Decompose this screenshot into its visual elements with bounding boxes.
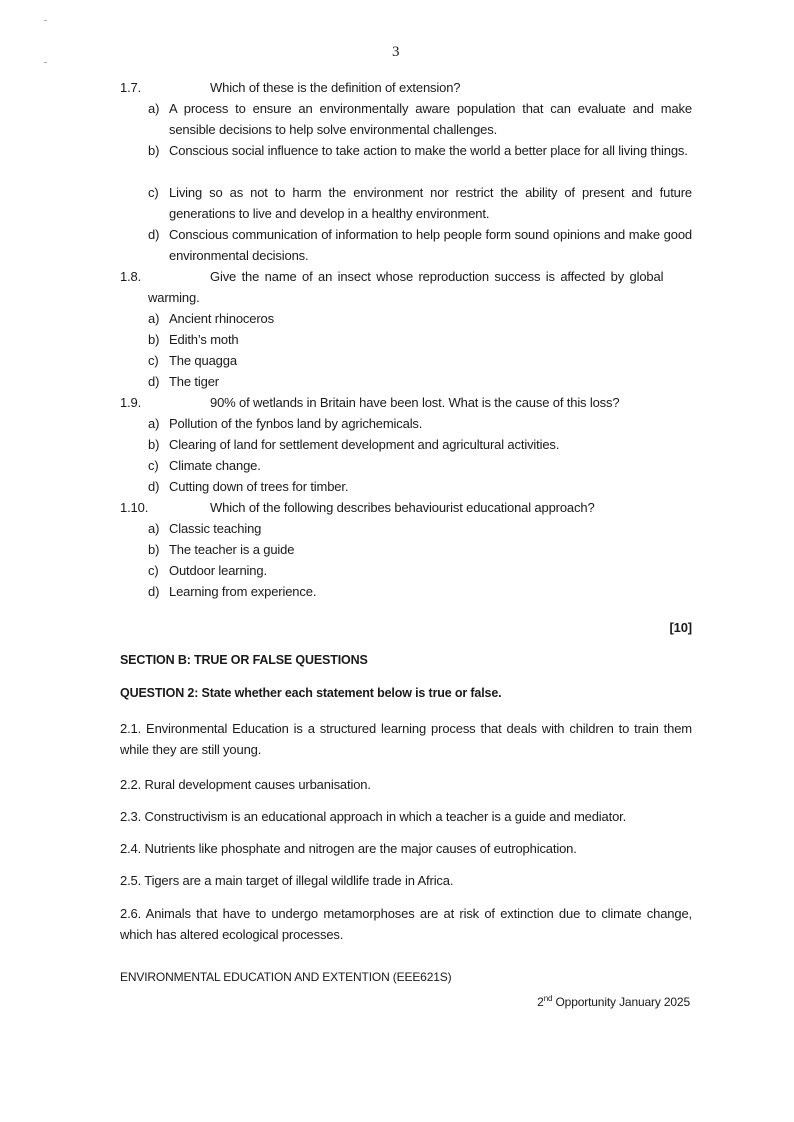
option-text: The teacher is a guide xyxy=(169,542,295,557)
question-number: 1.7. xyxy=(120,80,142,95)
option xyxy=(148,539,692,560)
option-letter: a) xyxy=(148,101,160,116)
question-text: Give the name of an insect whose reproduction success is affected by global xyxy=(210,269,664,284)
option-letter: c) xyxy=(148,185,159,200)
option xyxy=(148,476,692,497)
option-text: Pollution of the fynbos land by agrichemicals. xyxy=(169,416,423,431)
option-letter: a) xyxy=(148,311,160,326)
statement: 2.6. Animals that have to undergo metamorphoses are at risk of extinction due to climate change, which has altered ecological processes. xyxy=(120,906,692,942)
scan-mark xyxy=(44,20,47,21)
opportunity-number: 2 xyxy=(537,995,544,1009)
option-text: Conscious social influence to take action to make the world a better place for all living things. xyxy=(169,143,688,158)
question-text: Which of the following describes behaviourist educational approach? xyxy=(210,500,595,515)
option xyxy=(148,434,692,455)
opportunity-text: Opportunity January 2025 xyxy=(552,995,690,1009)
statement: 2.5. Tigers are a main target of illegal wildlife trade in Africa. xyxy=(120,873,454,888)
option-text: Living so as not to harm the environment nor restrict the ability of present and future generations to live and develop in a healthy environment. xyxy=(169,185,692,221)
option-letter: a) xyxy=(148,521,160,536)
option-text: The quagga xyxy=(169,353,237,368)
option-letter: c) xyxy=(148,458,159,473)
option xyxy=(148,98,692,140)
option xyxy=(148,581,692,602)
option-letter: c) xyxy=(148,353,159,368)
option xyxy=(148,560,692,581)
scan-mark xyxy=(44,62,47,63)
option xyxy=(148,308,692,329)
option xyxy=(148,140,692,161)
option-letter: d) xyxy=(148,584,160,599)
option-letter: b) xyxy=(148,542,160,557)
option-text: A process to ensure an environmentally aware population that can evaluate and make sensible decisions to help solve environmental challenges. xyxy=(169,101,692,137)
question-text: Which of these is the definition of extension? xyxy=(210,80,461,95)
section-a-marks: [10] xyxy=(669,620,692,635)
option xyxy=(148,224,692,266)
option xyxy=(148,371,692,392)
option-text: Cutting down of trees for timber. xyxy=(169,479,349,494)
footer-course: ENVIRONMENTAL EDUCATION AND EXTENTION (EEE621S) xyxy=(120,970,452,984)
question-number: 1.8. xyxy=(120,269,142,284)
option-text: Classic teaching xyxy=(169,521,262,536)
option-letter: b) xyxy=(148,143,160,158)
option xyxy=(148,455,692,476)
page-number: 3 xyxy=(392,44,400,60)
option-letter: b) xyxy=(148,332,160,347)
option xyxy=(148,413,692,434)
question-text: 90% of wetlands in Britain have been lost. What is the cause of this loss? xyxy=(210,395,620,410)
option-text: Learning from experience. xyxy=(169,584,317,599)
option xyxy=(148,182,692,224)
option-letter: d) xyxy=(148,479,160,494)
option-letter: c) xyxy=(148,563,159,578)
question-number: 1.10. xyxy=(120,500,149,515)
option-letter: d) xyxy=(148,374,160,389)
option-letter: a) xyxy=(148,416,160,431)
option xyxy=(148,518,692,539)
option xyxy=(148,329,692,350)
option-text: Ancient rhinoceros xyxy=(169,311,274,326)
statement: 2.1. Environmental Education is a structured learning process that deals with children to train them while they are still young. xyxy=(120,721,692,757)
section-b-title: SECTION B: TRUE OR FALSE QUESTIONS xyxy=(120,653,368,667)
opportunity-suffix: nd xyxy=(543,994,553,1003)
question-2-heading: QUESTION 2: State whether each statement below is true or false. xyxy=(120,686,502,700)
statement: 2.3. Constructivism is an educational approach in which a teacher is a guide and mediator. xyxy=(120,809,627,824)
option-text: Outdoor learning. xyxy=(169,563,267,578)
option-letter: b) xyxy=(148,437,160,452)
option-letter: d) xyxy=(148,227,160,242)
option-text: Climate change. xyxy=(169,458,261,473)
option-text: The tiger xyxy=(169,374,219,389)
statement: 2.2. Rural development causes urbanisation. xyxy=(120,777,371,792)
option-text: Clearing of land for settlement development and agricultural activities. xyxy=(169,437,560,452)
option-text: Edith’s moth xyxy=(169,332,239,347)
footer-opportunity xyxy=(120,988,690,1013)
statement: 2.4. Nutrients like phosphate and nitrogen are the major causes of eutrophication. xyxy=(120,841,577,856)
question-text-continued: warming. xyxy=(148,290,200,305)
option-text: Conscious communication of information to help people form sound opinions and make good environmental decisions. xyxy=(169,227,692,263)
question-number: 1.9. xyxy=(120,395,142,410)
option xyxy=(148,350,692,371)
